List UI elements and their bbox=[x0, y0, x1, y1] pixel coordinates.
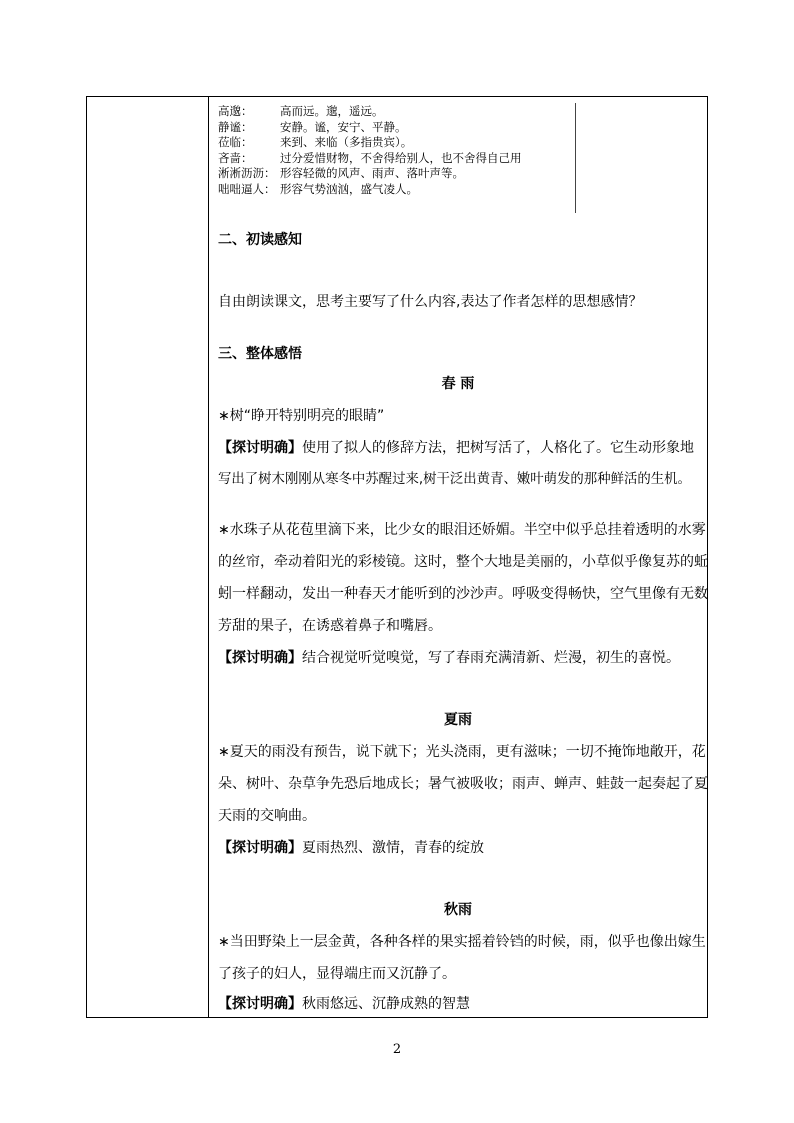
summer-answer: 【探讨明确】夏雨热烈、激情，青春的绽放 bbox=[218, 840, 484, 856]
vocab-list bbox=[218, 104, 578, 197]
spring-title: 春 雨 bbox=[441, 376, 475, 392]
spring-answer-cont: 写出了树木刚刚从寒冬中苏醒过来,树干泛出黄青、嫩叶萌发的那种鲜活的生机。 bbox=[218, 472, 691, 487]
spring-para-line: 的丝帘，牵动着阳光的彩棱镜。这时，整个大地是美丽的，小草似乎像复苏的蚯 bbox=[218, 554, 708, 570]
vocab-item: 淅淅沥沥： 形容轻微的风声、雨声、落叶声等。 bbox=[218, 166, 464, 180]
autumn-answer: 【探讨明确】秋雨悠远、沉静成熟的智慧 bbox=[218, 996, 470, 1012]
autumn-title: 秋雨 bbox=[444, 902, 472, 918]
section2-prompt: 自由朗读课文，思考主要写了什么内容,表达了作者怎样的思想感情？ bbox=[218, 294, 643, 310]
spring-quote: ∗树“睁开特别明亮的眼睛” bbox=[218, 408, 385, 424]
vocab-item: 高邈： 高而远。邈，遥远。 bbox=[218, 104, 384, 118]
content-table bbox=[86, 96, 708, 1018]
summer-para-line: 天雨的交响曲。 bbox=[218, 808, 316, 824]
spring-para-line: ∗水珠子从花苞里滴下来，比少女的眼泪还娇媚。半空中似乎总挂着透明的水雾 bbox=[218, 522, 706, 538]
section2-heading: 二、初读感知 bbox=[218, 232, 302, 248]
autumn-para-line: 了孩子的妇人，显得端庄而又沉静了。 bbox=[218, 966, 456, 982]
spring-para-line: 蚓一样翻动，发出一种春天才能听到的沙沙声。呼吸变得畅快，空气里像有无数 bbox=[218, 586, 708, 602]
autumn-para-line: ∗当田野染上一层金黄，各种各样的果实摇着铃铛的时候，雨，似乎也像出嫁生 bbox=[218, 934, 706, 950]
column-divider bbox=[208, 97, 209, 1017]
spring-para-line: 芳甜的果子，在诱惑着鼻子和嘴唇。 bbox=[218, 618, 442, 634]
summer-para-line: 朵、树叶、杂草争先恐后地成长；暑气被吸收；雨声、蝉声、蛙鼓一起奏起了夏 bbox=[218, 776, 708, 792]
spring-answer2: 【探讨明确】结合视觉听觉嗅觉，写了春雨充满清新、烂漫，初生的喜悦。 bbox=[218, 650, 680, 666]
vocab-item: 莅临： 来到、来临（多指贵宾）。 bbox=[218, 135, 413, 149]
vocab-item: 咄咄逼人： 形容气势汹汹，盛气凌人。 bbox=[218, 181, 418, 196]
page-number: 2 bbox=[392, 1042, 402, 1057]
vocab-item: 吝啬： 过分爱惜财物，不舍得给别人，也不舍得自己用 bbox=[218, 150, 522, 165]
summer-para-line: ∗夏天的雨没有预告，说下就下；光头浇雨，更有滋味；一切不掩饰地敞开，花 bbox=[218, 744, 706, 760]
section3-heading: 三、整体感悟 bbox=[218, 346, 302, 362]
summer-title: 夏雨 bbox=[444, 712, 472, 728]
spring-answer: 【探讨明确】使用了拟人的修辞方法，把树写活了，人格化了。它生动形象地 bbox=[218, 440, 694, 456]
scan-edge-line bbox=[575, 103, 576, 213]
vocab-item: 静谧： 安静。谧，安宁、平静。 bbox=[218, 119, 407, 134]
